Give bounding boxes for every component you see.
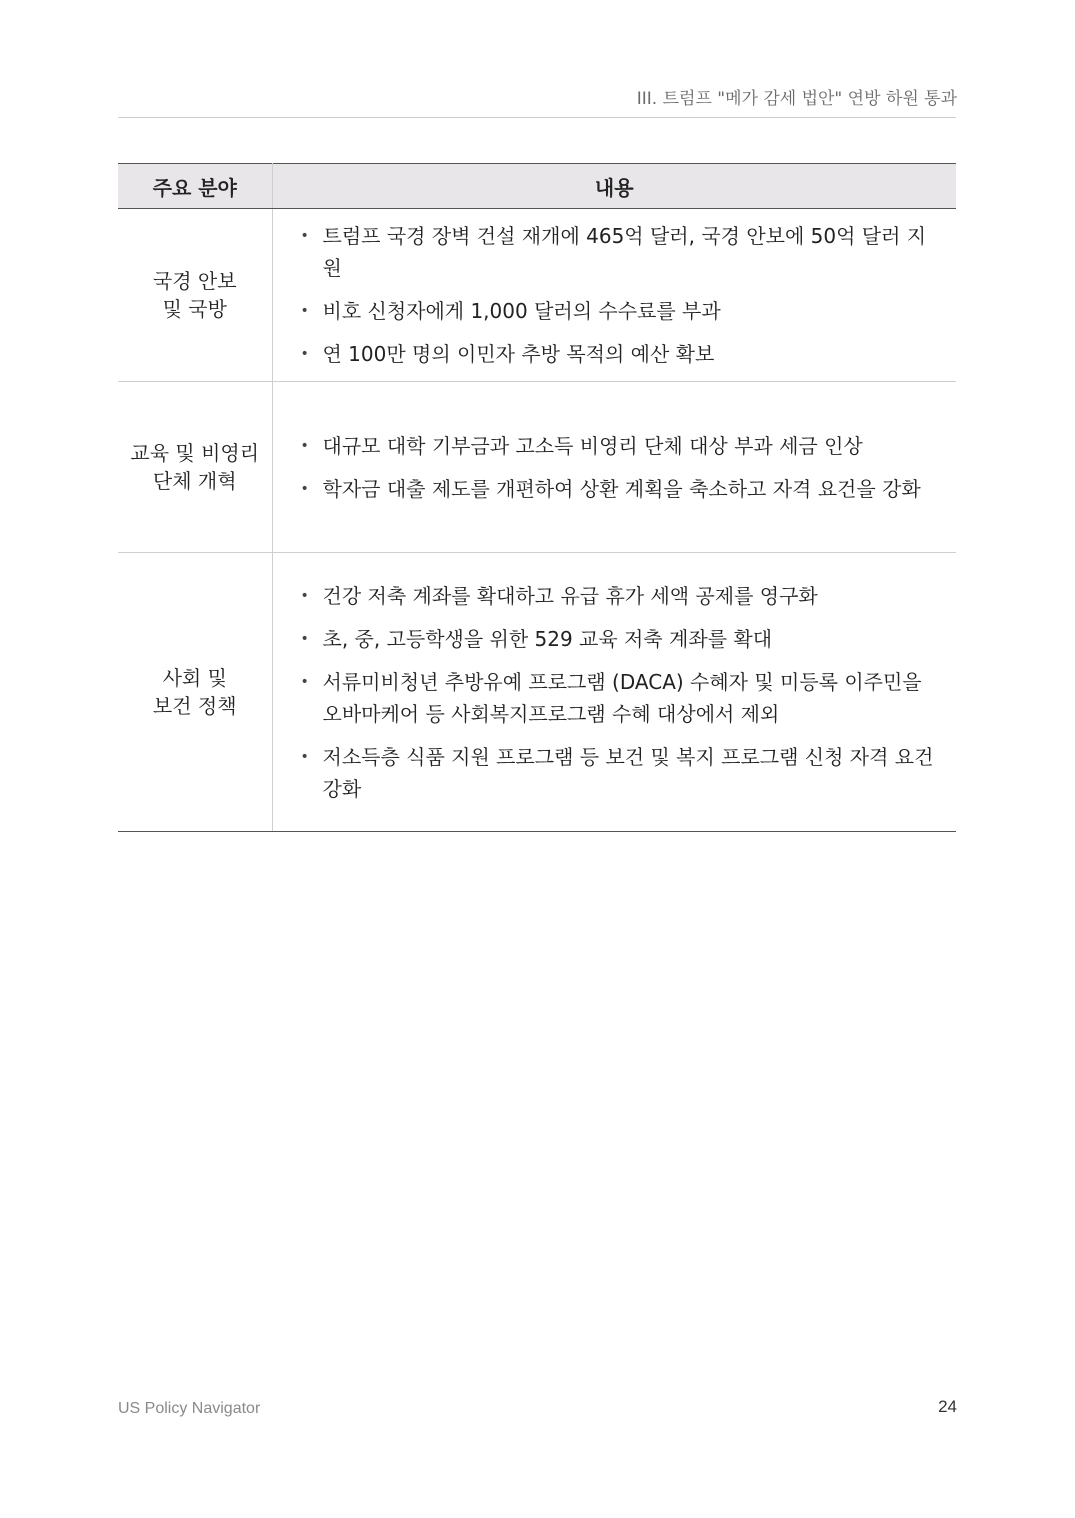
running-header: III. 트럼프 "메가 감세 법안" 연방 하원 통과: [636, 89, 957, 109]
list-item: • 저소득층 식품 지원 프로그램 등 보건 및 복지 프로그램 신청 자격 요건 강화: [323, 741, 943, 805]
policy-table: [118, 163, 956, 832]
content-cell: [272, 209, 956, 382]
header-divider: [118, 117, 956, 118]
table-row: [118, 553, 956, 832]
area-cell: 국경 안보 및 국방: [118, 209, 272, 382]
list-item: • 비호 신청자에게 1,000 달러의 수수료를 부과: [323, 295, 943, 327]
column-header-content: 내용: [272, 164, 956, 209]
bullet-list: [273, 430, 957, 505]
content-cell: [272, 553, 956, 832]
area-cell: 교육 및 비영리 단체 개혁: [118, 382, 272, 553]
column-header-area: 주요 분야: [118, 164, 272, 209]
list-item: • 연 100만 명의 이민자 추방 목적의 예산 확보: [323, 338, 943, 370]
page-number: 24: [938, 1397, 957, 1416]
area-cell: 사회 및 보건 정책: [118, 553, 272, 832]
list-item: • 서류미비청년 추방유예 프로그램 (DACA) 수혜자 및 미등록 이주민을 오바마케어 등 사회복지프로그램 수혜 대상에서 제외: [323, 666, 943, 730]
table-row: [118, 209, 956, 382]
list-item: • 초, 중, 고등학생을 위한 529 교육 저축 계좌를 확대: [323, 623, 943, 655]
list-item: • 대규모 대학 기부금과 고소득 비영리 단체 대상 부과 세금 인상: [323, 430, 943, 462]
footer-publication: US Policy Navigator: [118, 1400, 261, 1417]
table-header-row: [118, 164, 956, 209]
bullet-list: [273, 220, 957, 370]
table-row: [118, 382, 956, 553]
content-cell: [272, 382, 956, 553]
list-item: • 학자금 대출 제도를 개편하여 상환 계획을 축소하고 자격 요건을 강화: [323, 473, 943, 505]
bullet-list: [273, 580, 957, 805]
list-item: • 트럼프 국경 장벽 건설 재개에 465억 달러, 국경 안보에 50억 달러 지원: [323, 220, 943, 284]
list-item: • 건강 저축 계좌를 확대하고 유급 휴가 세액 공제를 영구화: [323, 580, 943, 612]
